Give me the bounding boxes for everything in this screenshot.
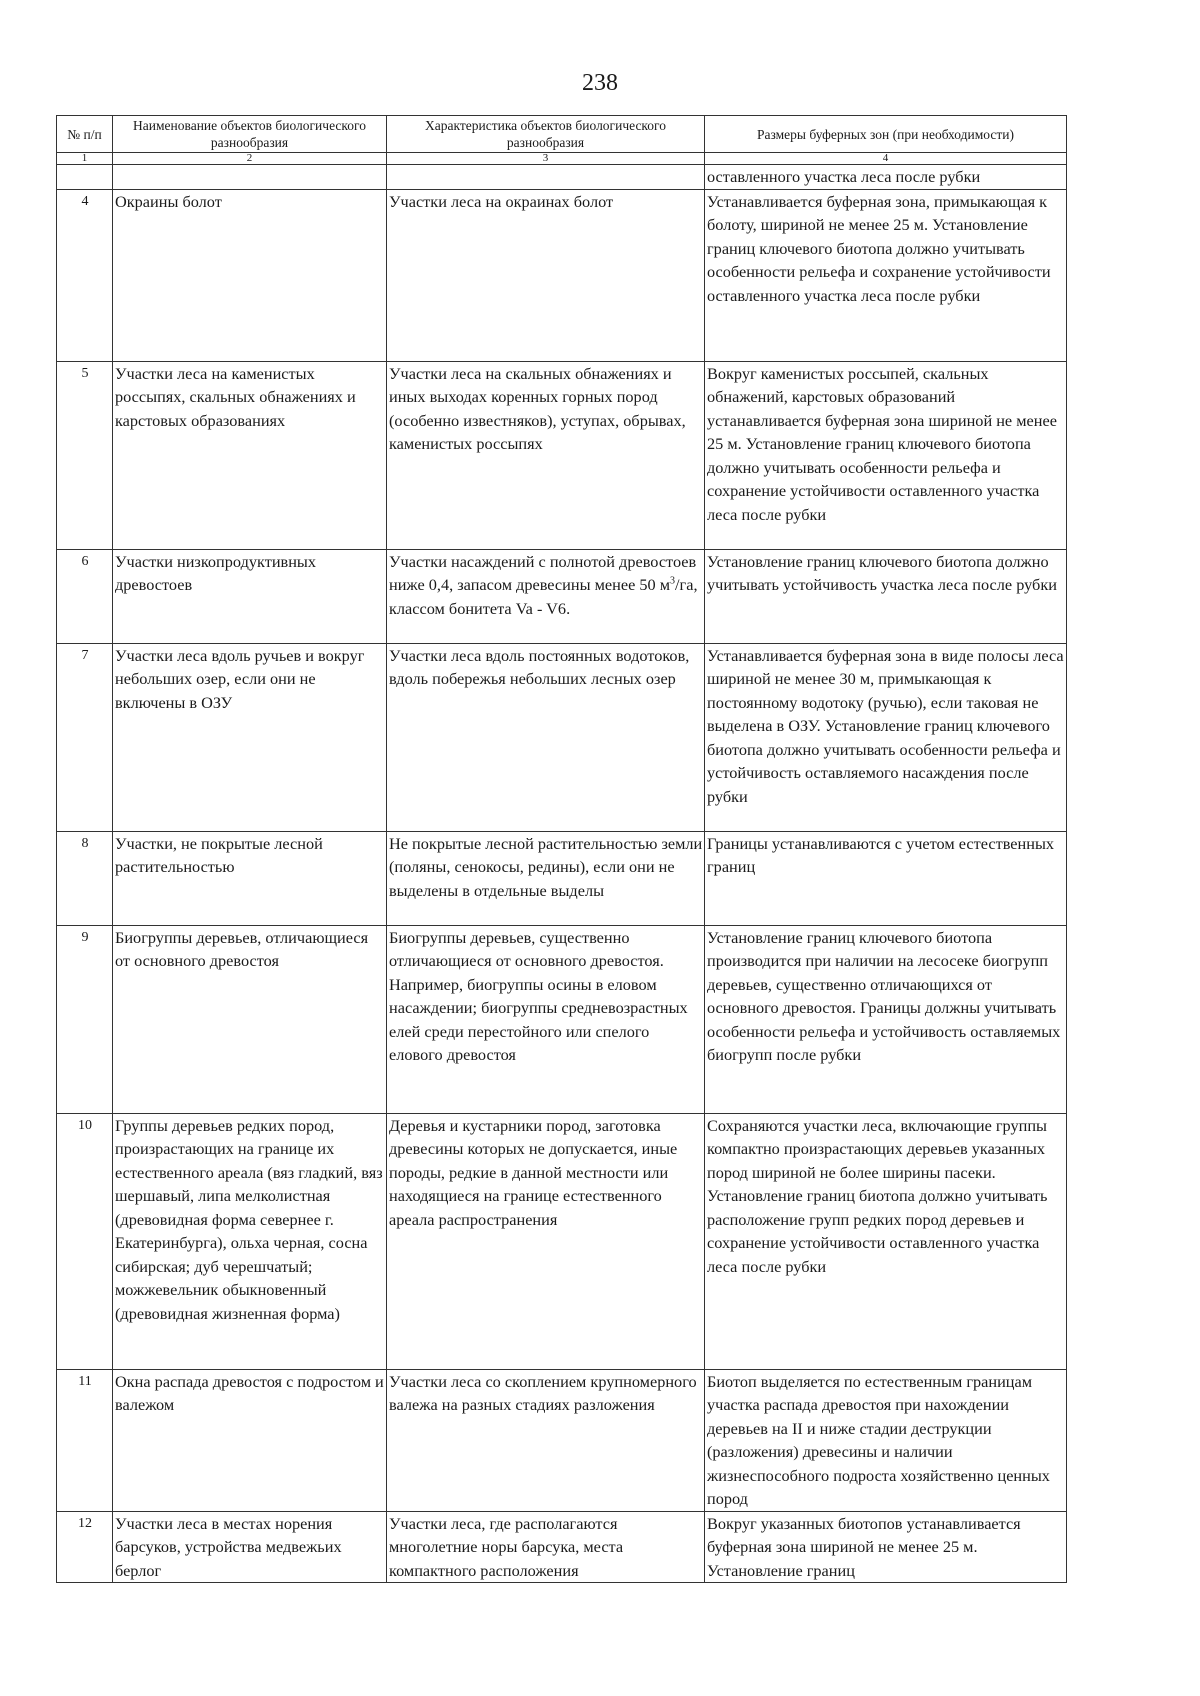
continuation-row	[57, 165, 1067, 190]
column-number: 2	[113, 153, 387, 165]
object-characteristic: Деревья и кустарники пород, заготовка древесины которых не допускается, иные породы, редкие в данной местности или находящиеся на границе естественного ареала распространения	[387, 1113, 705, 1369]
object-characteristic: Участки леса со скоплением крупномерного валежа на разных стадиях разложения	[387, 1369, 705, 1511]
table-row	[57, 549, 1067, 643]
buffer-zone: Сохраняются участки леса, включающие группы компактно произрастающих деревьев указанных пород шириной не более ширины пасеки. Установление границ биотопа должно учитывать расположение групп редких пород деревьев и сохранение устойчивости оставленного участка леса после рубки	[705, 1113, 1067, 1369]
row-number: 7	[57, 643, 113, 831]
column-number-row	[57, 153, 1067, 165]
table-row	[57, 643, 1067, 831]
table-row	[57, 361, 1067, 549]
table-row	[57, 831, 1067, 925]
table-row	[57, 925, 1067, 1113]
row-number: 11	[57, 1369, 113, 1511]
header-object-characteristic: Характеристика объектов биологического разнообразия	[387, 116, 705, 153]
row-number: 5	[57, 361, 113, 549]
row-number: 8	[57, 831, 113, 925]
object-name: Участки леса вдоль ручьев и вокруг небольших озер, если они не включены в ОЗУ	[113, 643, 387, 831]
header-object-name: Наименование объектов биологического разнообразия	[113, 116, 387, 153]
buffer-zone: Установление границ ключевого биотопа должно учитывать устойчивость участка леса после рубки	[705, 549, 1067, 643]
row-number: 6	[57, 549, 113, 643]
table-row	[57, 1113, 1067, 1369]
cubic-superscript: 3	[670, 575, 676, 587]
object-name: Биогруппы деревьев, отличающиеся от основного древостоя	[113, 925, 387, 1113]
object-characteristic: Участки леса на скальных обнажениях и иных выходах коренных горных пород (особенно известняков), уступах, обрывах, каменистых россыпях	[387, 361, 705, 549]
object-characteristic	[387, 549, 705, 643]
column-number: 4	[705, 153, 1067, 165]
biodiversity-table	[56, 115, 1067, 1583]
table-row	[57, 189, 1067, 361]
object-characteristic: Участки леса, где располагаются многолетние норы барсука, места компактного расположения	[387, 1511, 705, 1583]
characteristic-text-part: /га, классом бонитета Va - V6.	[389, 575, 698, 618]
row-number: 4	[57, 189, 113, 361]
characteristic-text-part: Участки насаждений с полнотой древостоев ниже 0,4, запасом древесины менее 50 м	[389, 551, 697, 594]
page-number: 238	[582, 70, 618, 96]
object-characteristic: Участки леса вдоль постоянных водотоков, вдоль побережья небольших лесных озер	[387, 643, 705, 831]
row-number: 12	[57, 1511, 113, 1583]
object-characteristic: Не покрытые лесной растительностью земли (поляны, сенокосы, редины), если они не выделены в отдельные выделы	[387, 831, 705, 925]
object-characteristic: Участки леса на окраинах болот	[387, 189, 705, 361]
buffer-zone: Вокруг каменистых россыпей, скальных обнажений, карстовых образований устанавливается буферная зона шириной не менее 25 м. Установление границ ключевого биотопа должно учитывать особенности рельефа и сохранение устойчивости оставленного участка леса после рубки	[705, 361, 1067, 549]
object-name: Окраины болот	[113, 189, 387, 361]
object-characteristic: Биогруппы деревьев, существенно отличающиеся от основного древостоя. Например, биогруппы осины в еловом насаждении; биогруппы средневозрастных елей среди перестойного или спелого елового древостоя	[387, 925, 705, 1113]
buffer-zone: Установление границ ключевого биотопа производится при наличии на лесосеке биогрупп деревьев, существенно отличающихся от основного древостоя. Границы должны учитывать особенности рельефа и устойчивость оставляемых биогрупп после рубки	[705, 925, 1067, 1113]
table-row	[57, 1369, 1067, 1511]
header-number: № п/п	[57, 116, 113, 153]
object-name: Участки леса в местах норения барсуков, устройства медвежьих берлог	[113, 1511, 387, 1583]
column-number: 3	[387, 153, 705, 165]
table-header-row	[57, 116, 1067, 153]
object-name: Группы деревьев редких пород, произрастающих на границе их естественного ареала (вяз гладкий, вяз шершавый, липа мелколистная (древовидная форма севернее г. Екатеринбурга), ольха черная, сосна сибирская; дуб черешчатый; можжевельник обыкновенный (древовидная жизненная форма)	[113, 1113, 387, 1369]
buffer-zone: Вокруг указанных биотопов устанавливается буферная зона шириной не менее 25 м. Установление границ	[705, 1511, 1067, 1583]
header-buffer-zone-size: Размеры буферных зон (при необходимости)	[705, 116, 1067, 153]
table-row	[57, 1511, 1067, 1583]
object-name: Окна распада древостоя с подростом и валежом	[113, 1369, 387, 1511]
buffer-zone: Устанавливается буферная зона, примыкающая к болоту, шириной не менее 25 м. Установление границ ключевого биотопа должно учитывать особенности рельефа и сохранение устойчивости оставленного участка леса после рубки	[705, 189, 1067, 361]
object-name: Участки, не покрытые лесной растительностью	[113, 831, 387, 925]
row-number: 10	[57, 1113, 113, 1369]
continuation-text: оставленного участка леса после рубки	[705, 165, 1067, 190]
object-name: Участки леса на каменистых россыпях, скальных обнажениях и карстовых образованиях	[113, 361, 387, 549]
buffer-zone: Биотоп выделяется по естественным границам участка распада древостоя при нахождении деревьев на II и ниже стадии деструкции (разложения) древесины и наличии жизнеспособного подроста хозяйственно ценных пород	[705, 1369, 1067, 1511]
row-number: 9	[57, 925, 113, 1113]
buffer-zone: Границы устанавливаются с учетом естественных границ	[705, 831, 1067, 925]
buffer-zone: Устанавливается буферная зона в виде полосы леса шириной не менее 30 м, примыкающая к постоянному водотоку (ручью), если таковая не выделена в ОЗУ. Установление границ ключевого биотопа должно учитывать особенности рельефа и устойчивость оставляемого насаждения после рубки	[705, 643, 1067, 831]
column-number: 1	[57, 153, 113, 165]
object-name: Участки низкопродуктивных древостоев	[113, 549, 387, 643]
